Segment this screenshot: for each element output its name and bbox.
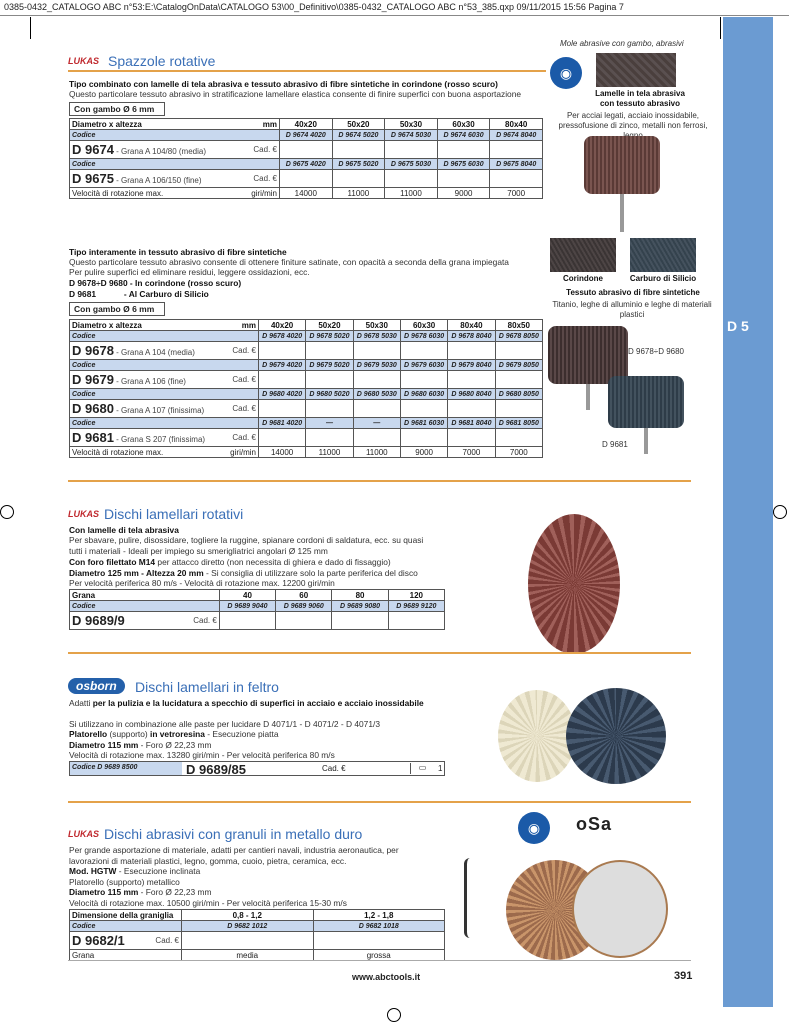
s3-subtitle: Con lamelle di tela abrasiva bbox=[69, 525, 179, 535]
code-cell: D 9681 8040 bbox=[448, 418, 495, 429]
felt-disc-image bbox=[498, 690, 576, 782]
carbide-disc-back-image bbox=[572, 860, 668, 958]
section-divider bbox=[68, 801, 691, 803]
codice-label: Codice bbox=[70, 159, 280, 170]
codice-label: Codice bbox=[70, 921, 182, 932]
swatch-label: Corindone bbox=[563, 274, 603, 283]
speed-cell: 11000 bbox=[353, 447, 400, 458]
code-cell: D 9675 6030 bbox=[437, 159, 490, 170]
product-row-label: D 9679 - Grana A 106 (fine) Cad. € bbox=[70, 371, 259, 389]
code-cell: D 9674 5020 bbox=[332, 130, 385, 141]
code-cell: D 9679 5030 bbox=[353, 360, 400, 371]
s2-desc2: Per pulire superfici ed eliminare residui, leggere ossidazioni, ecc. bbox=[69, 267, 310, 277]
s1-shank-label: Con gambo Ø 6 mm bbox=[69, 102, 165, 116]
speed-cell: 11000 bbox=[332, 188, 385, 199]
s2-line2: D 9681 - Al Carburo di Silicio bbox=[69, 289, 209, 299]
grana-cell: media bbox=[182, 950, 314, 961]
brush-shank bbox=[586, 384, 590, 410]
lamella-fabric-swatch bbox=[596, 53, 676, 87]
section-divider bbox=[68, 480, 691, 482]
code-cell: D 9680 4020 bbox=[258, 389, 305, 400]
s5-desc4: Platorello (supporto) metallico bbox=[69, 877, 180, 887]
product-code: D 9689/85 bbox=[186, 762, 246, 777]
speed-cell: 14000 bbox=[258, 447, 305, 458]
category-header: Mole abrasive con gambo, abrasivi bbox=[560, 39, 684, 48]
silicon-carbide-swatch bbox=[630, 238, 696, 272]
code-cell: D 9675 5030 bbox=[385, 159, 438, 170]
section-title-spazzole: Spazzole rotative bbox=[108, 53, 216, 69]
brush-shank bbox=[620, 194, 624, 232]
section-divider bbox=[68, 652, 691, 654]
code-cell: D 9681 8050 bbox=[495, 418, 542, 429]
dim-cell: 1,2 - 1,8 bbox=[313, 910, 445, 921]
speed-cell: 11000 bbox=[306, 447, 353, 458]
code-cell: D 9678 5020 bbox=[306, 331, 353, 342]
s1-caption-text: Per acciai legati, acciaio inossidabile, pressofusione di zinco, metalli non ferrosi, bbox=[558, 111, 708, 130]
codice-cell: Codice D 9689 8500 bbox=[70, 762, 182, 775]
code-cell: D 9689 9080 bbox=[332, 601, 388, 612]
code-cell: D 9678 8040 bbox=[448, 331, 495, 342]
s3-desc4: Diametro 125 mm - Altezza 20 mm - Si consiglia di utilizzare solo la parte periferica del disco bbox=[69, 568, 418, 578]
dim-cell: 0,8 - 1,2 bbox=[182, 910, 314, 921]
section-side-tab bbox=[723, 17, 773, 1007]
code-cell: D 9678 8050 bbox=[495, 331, 542, 342]
code-cell: D 9679 8040 bbox=[448, 360, 495, 371]
code-cell: D 9675 8040 bbox=[490, 159, 543, 170]
lukas-logo: LUKAS bbox=[68, 56, 99, 66]
code-cell: D 9682 1012 bbox=[182, 921, 314, 932]
code-cell: D 9680 5030 bbox=[353, 389, 400, 400]
size-cell: 50x20 bbox=[332, 119, 385, 130]
speed-cell: 7000 bbox=[495, 447, 542, 458]
size-cell: 60x30 bbox=[400, 320, 447, 331]
code-cell: D 9689 9060 bbox=[276, 601, 332, 612]
registration-mark bbox=[0, 505, 14, 519]
code-cell: D 9674 5030 bbox=[385, 130, 438, 141]
s2-line1: D 9678÷D 9680 - In corindone (rosso scuro) bbox=[69, 278, 242, 288]
section-title-feltro: Dischi lamellari in feltro bbox=[135, 679, 279, 695]
section-tab-label: D 5 bbox=[727, 318, 749, 334]
pack-qty: 1 bbox=[438, 764, 443, 773]
grana-label: Grana bbox=[70, 590, 220, 601]
lukas-logo: LUKAS bbox=[68, 509, 99, 519]
code-cell: D 9679 4020 bbox=[258, 360, 305, 371]
grana-cell: 60 bbox=[276, 590, 332, 601]
code-cell: D 9675 4020 bbox=[279, 159, 332, 170]
crop-mark bbox=[720, 17, 721, 39]
s4-desc5: Velocità di rotazione max. 13280 giri/min - Per velocità periferica 80 m/s bbox=[69, 750, 335, 760]
code-cell: D 9678 6030 bbox=[400, 331, 447, 342]
size-cell: 80x40 bbox=[490, 119, 543, 130]
size-cell: 40x20 bbox=[258, 320, 305, 331]
speed-label: Velocità di rotazione max. giri/min bbox=[70, 188, 280, 199]
codice-label: Codice bbox=[70, 130, 280, 141]
code-cell: D 9680 8040 bbox=[448, 389, 495, 400]
s4-desc3: Platorello (supporto) in vetroresina - Esecuzione piatta bbox=[69, 729, 279, 739]
s1-description: Questo particolare tessuto abrasivo in stratificazione lamellare elastica consente di finire superfici con buona asportazione bbox=[69, 89, 522, 99]
s3-desc1: Per sbavare, pulire, disossidare, togliere la ruggine, spianare cordoni di saldatura, ecc. su quasi bbox=[69, 535, 424, 545]
code-cell: D 9682 1018 bbox=[313, 921, 445, 932]
grana-label: Grana bbox=[70, 950, 182, 961]
speed-cell: 14000 bbox=[279, 188, 332, 199]
image-label: D 9678÷D 9680 bbox=[628, 347, 684, 356]
speed-cell: 7000 bbox=[448, 447, 495, 458]
product-row-label: D 9678 - Grana A 104 (media) Cad. € bbox=[70, 342, 259, 360]
swatch-label: Carburo di Silicio bbox=[629, 274, 697, 283]
file-header-line: 0385-0432_CATALOGO ABC n°53:E:\CatalogOnData\CATALOGO 53\00_Definitivo\0385-0432_CATALOGO ABC n°53_385.qxp 09/11/2015 15:56 Pagina 7 bbox=[0, 0, 789, 16]
code-cell: D 9678 4020 bbox=[258, 331, 305, 342]
speed-cell: 11000 bbox=[385, 188, 438, 199]
grana-cell: 40 bbox=[219, 590, 275, 601]
section-title-dischi-lamellari: Dischi lamellari rotativi bbox=[104, 506, 244, 522]
page-number: 391 bbox=[674, 970, 693, 982]
col-head: Diametro x altezza mm bbox=[70, 119, 280, 130]
box-icon: ▭ bbox=[410, 763, 434, 774]
code-cell: D 9689 9120 bbox=[388, 601, 444, 612]
s2-subtitle: Tipo interamente in tessuto abrasivo di fibre sintetiche bbox=[69, 247, 287, 257]
speed-cell: 9000 bbox=[437, 188, 490, 199]
disc-profile-drawing bbox=[464, 858, 476, 938]
grana-cell: 120 bbox=[388, 590, 444, 601]
product-row-label: D 9689/9 Cad. € bbox=[70, 612, 220, 630]
osborn-logo: osborn bbox=[68, 678, 125, 694]
code-cell: D 9680 5020 bbox=[306, 389, 353, 400]
size-cell: 80x50 bbox=[495, 320, 542, 331]
code-cell: D 9674 4020 bbox=[279, 130, 332, 141]
s5-desc5: Diametro 115 mm - Foro Ø 22,23 mm bbox=[69, 887, 212, 897]
registration-mark bbox=[387, 1008, 401, 1022]
s5-desc6: Velocità di rotazione max. 10500 giri/min - Per velocità periferica 15-30 m/s bbox=[69, 898, 347, 908]
size-cell: 60x30 bbox=[437, 119, 490, 130]
s2-table bbox=[69, 319, 543, 458]
size-cell: 40x20 bbox=[279, 119, 332, 130]
felt-disc-back-image bbox=[566, 688, 666, 784]
speed-label: Velocità di rotazione max. giri/min bbox=[70, 447, 259, 458]
code-cell: D 9680 6030 bbox=[400, 389, 447, 400]
col-head: Diametro x altezza mm bbox=[70, 320, 259, 331]
s3-desc3: Con foro filettato M14 per attacco diretto (non necessita di ghiera e dado di fissaggio) bbox=[69, 557, 391, 567]
codice-label: Codice bbox=[70, 360, 259, 371]
s1-table bbox=[69, 118, 543, 199]
flap-brush-image bbox=[584, 136, 660, 194]
size-cell: 50x20 bbox=[306, 320, 353, 331]
silicon-brush-image bbox=[608, 376, 684, 428]
lukas-logo: LUKAS bbox=[68, 829, 99, 839]
code-cell: D 9674 6030 bbox=[437, 130, 490, 141]
dim-label: Dimensione della graniglia bbox=[70, 910, 182, 921]
s5-desc3: Mod. HGTW - Esecuzione inclinata bbox=[69, 866, 201, 876]
size-cell: 50x30 bbox=[353, 320, 400, 331]
product-row-label: D 9681 - Grana S 207 (finissima) Cad. € bbox=[70, 429, 259, 447]
code-cell: D 9680 8050 bbox=[495, 389, 542, 400]
section-title-metallo-duro: Dischi abrasivi con granuli in metallo duro bbox=[104, 826, 363, 842]
code-cell: D 9681 4020 bbox=[258, 418, 305, 429]
grana-cell: grossa bbox=[313, 950, 445, 961]
price-label: Cad. € bbox=[322, 764, 346, 773]
code-cell: D 9679 5020 bbox=[306, 360, 353, 371]
s5-table bbox=[69, 909, 445, 961]
size-cell: 50x30 bbox=[385, 119, 438, 130]
code-cell: D 9674 8040 bbox=[490, 130, 543, 141]
s4-desc4: Diametro 115 mm - Foro Ø 22,23 mm bbox=[69, 740, 212, 750]
s4-desc1: Adatti per la pulizia e la lucidatura a specchio di superfici in acciaio e acciaio inossidabile bbox=[69, 698, 424, 708]
product-row-label: D 9682/1 Cad. € bbox=[70, 932, 182, 950]
s2-desc1: Questo particolare tessuto abrasivo consente di ottenere finiture satinate, con opacità a seconda della grana impiegata bbox=[69, 257, 509, 267]
code-cell: D 9675 5020 bbox=[332, 159, 385, 170]
osa-certification-logo: oSa bbox=[576, 814, 613, 834]
s5-desc2: lavorazioni di materiali plastici, legno, gomma, cuoio, pietra, ceramica, ecc. bbox=[69, 856, 347, 866]
registration-mark bbox=[773, 505, 787, 519]
code-cell: D 9689 9040 bbox=[219, 601, 275, 612]
grana-cell: 80 bbox=[332, 590, 388, 601]
s4-desc2: Si utilizzano in combinazione alle paste per lucidare D 4071/1 - D 4071/2 - D 4071/3 bbox=[69, 719, 380, 729]
product-row-label: D 9680 - Grana A 107 (finissima) Cad. € bbox=[70, 400, 259, 418]
product-row-label: D 9674 - Grana A 104/80 (media) Cad. € bbox=[70, 141, 280, 159]
s3-desc2: tutti i materiali - Ideali per impiego su smerigliatrici angolari Ø 125 mm bbox=[69, 546, 328, 556]
size-cell: 80x40 bbox=[448, 320, 495, 331]
safety-goggles-icon: ◉ bbox=[550, 57, 582, 89]
codice-label: Codice bbox=[70, 331, 259, 342]
speed-cell: 7000 bbox=[490, 188, 543, 199]
corindone-swatch bbox=[550, 238, 616, 272]
s2-caption-title: Tessuto abrasivo di fibre sintetiche bbox=[566, 288, 700, 297]
codice-label: Codice bbox=[70, 601, 220, 612]
s2-caption-text: Titanio, leghe di alluminio e leghe di materiali plastici bbox=[552, 300, 712, 319]
s5-desc1: Per grande asportazione di materiale, adatti per cantieri navali, industria aeronautica, per bbox=[69, 845, 399, 855]
code-cell: D 9681 6030 bbox=[400, 418, 447, 429]
image-label: D 9681 bbox=[602, 440, 628, 449]
code-cell: — bbox=[306, 418, 353, 429]
code-cell: D 9679 8050 bbox=[495, 360, 542, 371]
brush-shank bbox=[644, 428, 648, 454]
codice-label: Codice bbox=[70, 389, 259, 400]
s1-subtitle: Tipo combinato con lamelle di tela abrasiva e tessuto abrasivo di fibre sintetiche in corindone (rosso scuro) bbox=[69, 79, 498, 89]
s1-caption-title: Lamelle in tela abrasiva con tessuto abrasivo bbox=[595, 89, 685, 108]
s3-table bbox=[69, 589, 445, 630]
s2-shank-label: Con gambo Ø 6 mm bbox=[69, 302, 165, 316]
footer-url[interactable]: www.abctools.it bbox=[352, 972, 421, 982]
speed-cell: 9000 bbox=[400, 447, 447, 458]
footer-divider bbox=[68, 960, 691, 961]
code-cell: — bbox=[353, 418, 400, 429]
code-cell: D 9679 6030 bbox=[400, 360, 447, 371]
s4-order-row bbox=[69, 761, 445, 776]
product-row-label: D 9675 - Grana A 106/150 (fine) Cad. € bbox=[70, 170, 280, 188]
crop-mark bbox=[30, 17, 31, 39]
codice-label: Codice bbox=[70, 418, 259, 429]
s3-desc5: Per velocità periferica 80 m/s - Velocità di rotazione max. 12200 giri/min bbox=[69, 578, 335, 588]
safety-goggles-icon: ◉ bbox=[518, 812, 550, 844]
section-divider bbox=[68, 70, 546, 72]
code-cell: D 9678 5030 bbox=[353, 331, 400, 342]
flap-disc-image bbox=[528, 514, 620, 654]
